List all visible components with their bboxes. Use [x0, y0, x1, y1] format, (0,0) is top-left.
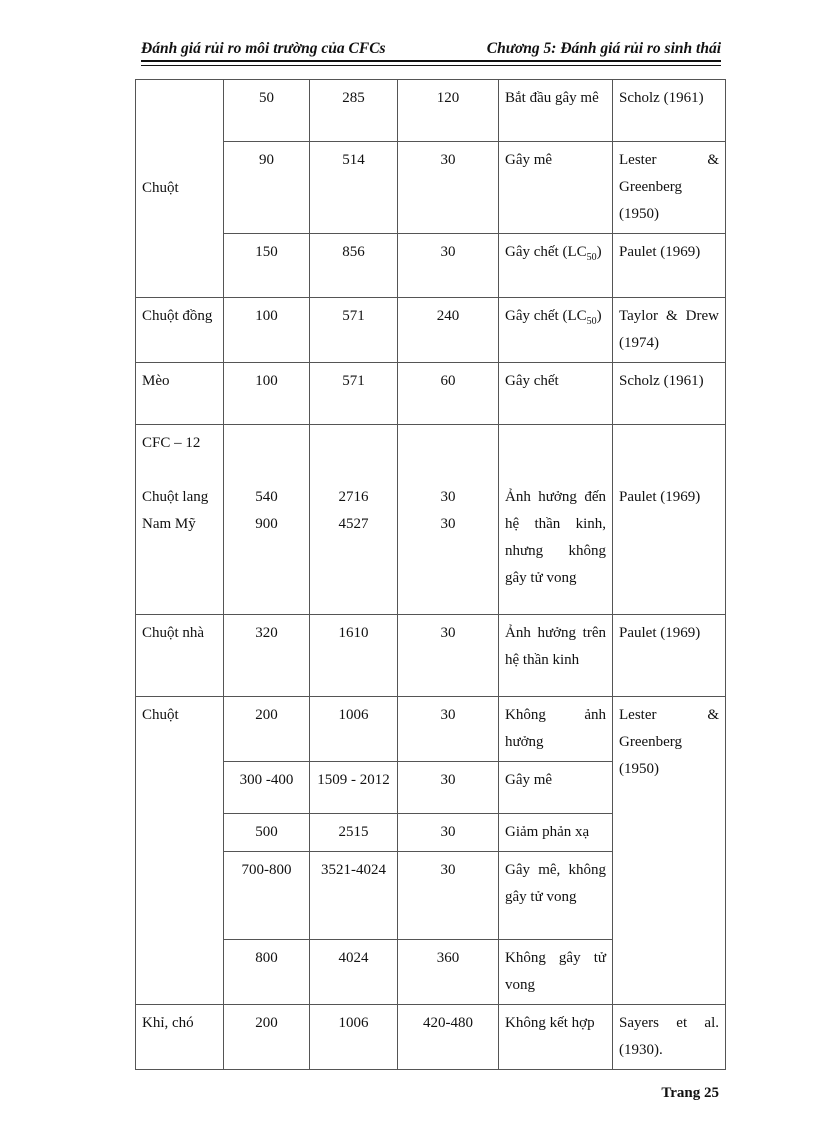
value-cell: 30: [398, 142, 499, 234]
table-row: [136, 234, 726, 298]
effect-cell: Gây chết $(LC_{50})$: [499, 234, 613, 298]
table-row: [136, 1005, 726, 1070]
toxicity-table: [135, 79, 726, 1070]
page-header: [141, 38, 721, 72]
value-cell: 300 -400: [224, 762, 310, 814]
value-cell: 30 30: [398, 425, 499, 615]
table-row: [136, 697, 726, 762]
value-cell: 1509 - 2012: [310, 762, 398, 814]
value-cell: 571: [310, 298, 398, 363]
value-cell: 514: [310, 142, 398, 234]
effect-cell: Bắt đầu gây mê: [499, 80, 613, 142]
effect-cell: Ảnh hưởng đến hệ thần kinh, nhưng không gây tử vong: [499, 425, 613, 615]
reference-cell: Paulet (1969): [613, 425, 726, 615]
species-cell: Chuột đồng: [136, 298, 224, 363]
value-cell: 856: [310, 234, 398, 298]
reference-cell: Sayers et al. (1930).: [613, 1005, 726, 1070]
value-cell: 150: [224, 234, 310, 298]
table-row: [136, 142, 726, 234]
value-cell: 30: [398, 697, 499, 762]
value-cell: 30: [398, 814, 499, 852]
effect-cell: Giảm phản xạ: [499, 814, 613, 852]
value-cell: 100: [224, 363, 310, 425]
value-cell: 60: [398, 363, 499, 425]
value-cell: 100: [224, 298, 310, 363]
effect-cell: Không kết hợp: [499, 1005, 613, 1070]
value-cell: 285: [310, 80, 398, 142]
group-label: CFC – 12: [142, 435, 201, 451]
header-rule-thick: [141, 60, 721, 62]
species-cell: Chuột: [136, 697, 224, 1005]
header-document-title: Đánh giá rủi ro môi trường của CFCs: [141, 40, 386, 57]
value-cell: 30: [398, 234, 499, 298]
species-cell: Khỉ, chó: [136, 1005, 224, 1070]
effect-cell: Gây chết: [499, 363, 613, 425]
effect-cell: Gây mê: [499, 142, 613, 234]
value-cell: 320: [224, 615, 310, 697]
effect-cell: Không gây tử vong: [499, 940, 613, 1005]
value-cell: 200: [224, 697, 310, 762]
table-row: [136, 425, 726, 615]
value-cell: 30: [398, 615, 499, 697]
species-cell: Chuột: [136, 80, 224, 298]
value-cell: 200: [224, 1005, 310, 1070]
reference-cell: Lester & Greenberg (1950): [613, 697, 726, 1005]
reference-cell: Paulet (1969): [613, 234, 726, 298]
value-cell: 571: [310, 363, 398, 425]
reference-cell: Scholz (1961): [613, 80, 726, 142]
value-cell: 240: [398, 298, 499, 363]
value-cell: 800: [224, 940, 310, 1005]
reference-cell: Paulet (1969): [613, 615, 726, 697]
species-cell: Mèo: [136, 363, 224, 425]
value-cell: 30: [398, 762, 499, 814]
value-cell: 1006: [310, 697, 398, 762]
header-rule-thin: [141, 65, 721, 66]
value-cell: 120: [398, 80, 499, 142]
reference-cell: Scholz (1961): [613, 363, 726, 425]
value-cell: 360: [398, 940, 499, 1005]
value-cell: 2515: [310, 814, 398, 852]
reference-cell: Taylor & Drew (1974): [613, 298, 726, 363]
reference-cell: Lester & Greenberg (1950): [613, 142, 726, 234]
value-cell: 2716 4527: [310, 425, 398, 615]
effect-cell: Không ảnh hưởng: [499, 697, 613, 762]
value-cell: 700-800: [224, 852, 310, 940]
table-row: [136, 615, 726, 697]
effect-cell: Gây mê, không gây tử vong: [499, 852, 613, 940]
value-cell: 1610: [310, 615, 398, 697]
value-cell: 540 900: [224, 425, 310, 615]
species-label: Chuột lang Nam Mỹ: [142, 489, 209, 532]
page-number: Trang 25: [661, 1085, 719, 1101]
effect-cell: Gây mê: [499, 762, 613, 814]
effect-cell: Gây chết $(LC_{50})$: [499, 298, 613, 363]
species-cell: [136, 425, 224, 615]
table-row: [136, 363, 726, 425]
value-cell: 420-480: [398, 1005, 499, 1070]
value-cell: 3521-4024: [310, 852, 398, 940]
effect-cell: Ảnh hưởng trên hệ thần kinh: [499, 615, 613, 697]
value-cell: 90: [224, 142, 310, 234]
header-chapter-title: Chương 5: Đánh giá rủi ro sinh thái: [486, 40, 721, 57]
table-row: [136, 298, 726, 363]
value-cell: 50: [224, 80, 310, 142]
table-row: [136, 80, 726, 142]
value-cell: 30: [398, 852, 499, 940]
value-cell: 4024: [310, 940, 398, 1005]
value-cell: 1006: [310, 1005, 398, 1070]
value-cell: 500: [224, 814, 310, 852]
species-cell: Chuột nhà: [136, 615, 224, 697]
